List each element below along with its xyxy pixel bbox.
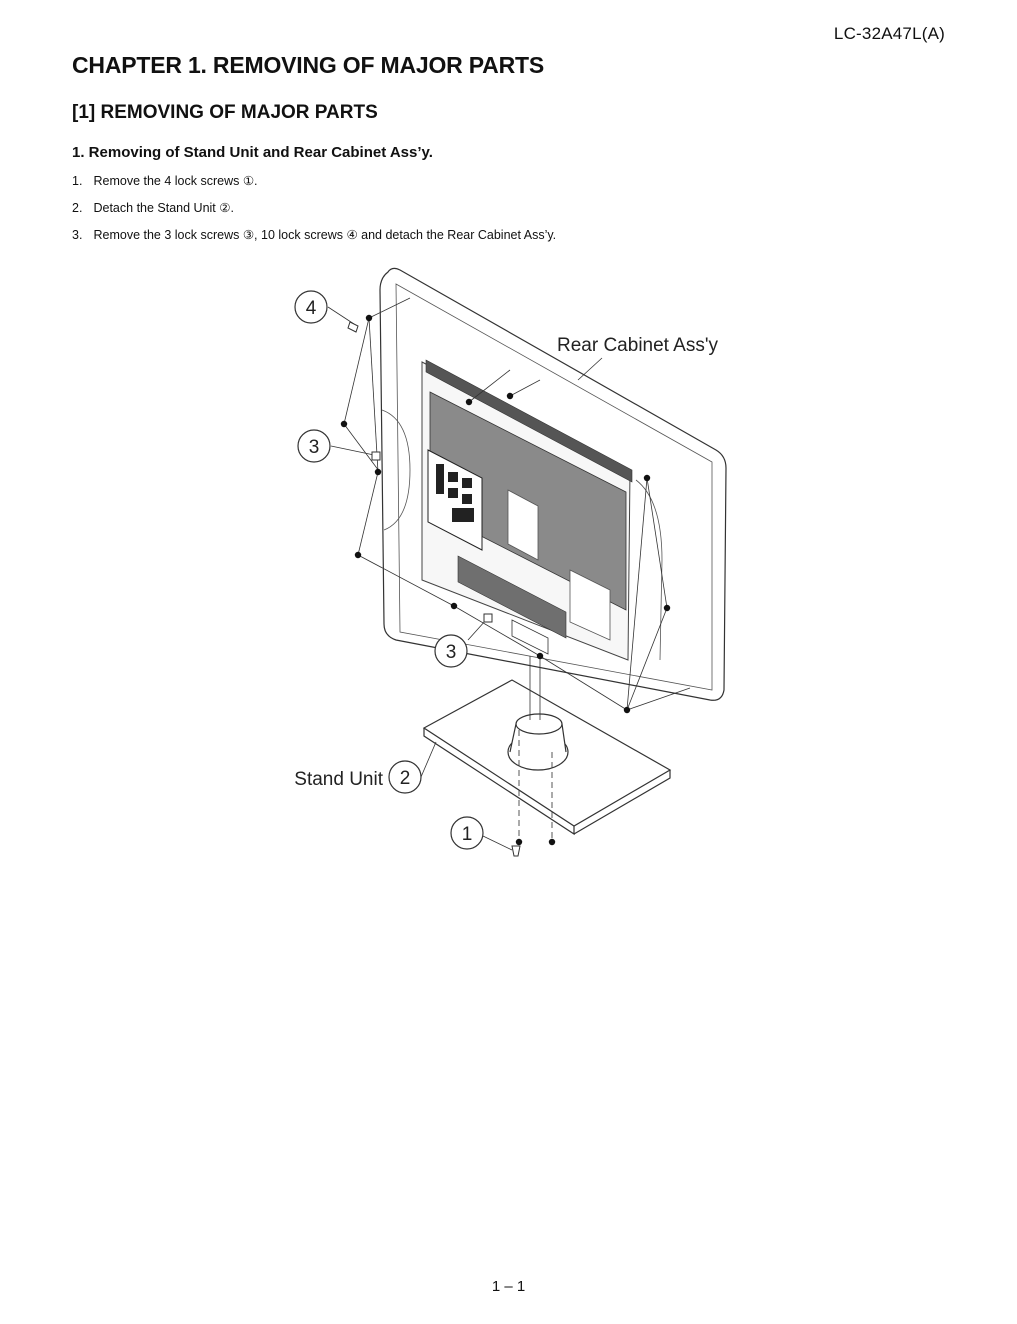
step-item	[72, 199, 556, 226]
svg-text:2: 2	[399, 768, 411, 789]
screw-icon	[484, 614, 492, 622]
svg-text:4: 4	[305, 298, 317, 319]
callout-3-upper	[298, 430, 330, 462]
step-number: 3.	[72, 228, 83, 242]
rear-cabinet-label: Rear Cabinet Ass'y	[557, 335, 718, 356]
step-text: Remove the 3 lock screws ③, 10 lock screws ④ and detach the Rear Cabinet Ass’y.	[93, 228, 557, 242]
step-text: Detach the Stand Unit ②.	[93, 201, 234, 215]
svg-text:3: 3	[308, 437, 320, 458]
screw-icon	[512, 846, 520, 856]
screw-icon	[348, 322, 358, 332]
callout-1	[451, 817, 483, 849]
rear-cabinet-drawing	[380, 268, 726, 700]
section-title: [1] REMOVING OF MAJOR PARTS	[72, 102, 378, 123]
chapter-title: CHAPTER 1. REMOVING OF MAJOR PARTS	[72, 52, 544, 78]
callout-4	[295, 291, 327, 323]
stand-unit-label: Stand Unit	[294, 769, 383, 790]
svg-text:1: 1	[461, 824, 473, 845]
page-number: 1 – 1	[491, 1278, 526, 1295]
step-number: 2.	[72, 201, 83, 215]
screw-icon	[372, 452, 380, 460]
svg-text:3: 3	[445, 642, 457, 663]
procedure-steps	[72, 172, 556, 253]
callout-3-lower	[435, 635, 467, 667]
step-text: Remove the 4 lock screws ①.	[93, 174, 258, 188]
model-number: LC-32A47L(A)	[833, 24, 945, 43]
subsection-title: 1. Removing of Stand Unit and Rear Cabinet Ass’y.	[72, 144, 433, 161]
exploded-view-diagram	[280, 260, 740, 870]
callout-2	[389, 761, 421, 793]
step-item	[72, 226, 556, 253]
step-number: 1.	[72, 174, 83, 188]
step-item	[72, 172, 556, 199]
